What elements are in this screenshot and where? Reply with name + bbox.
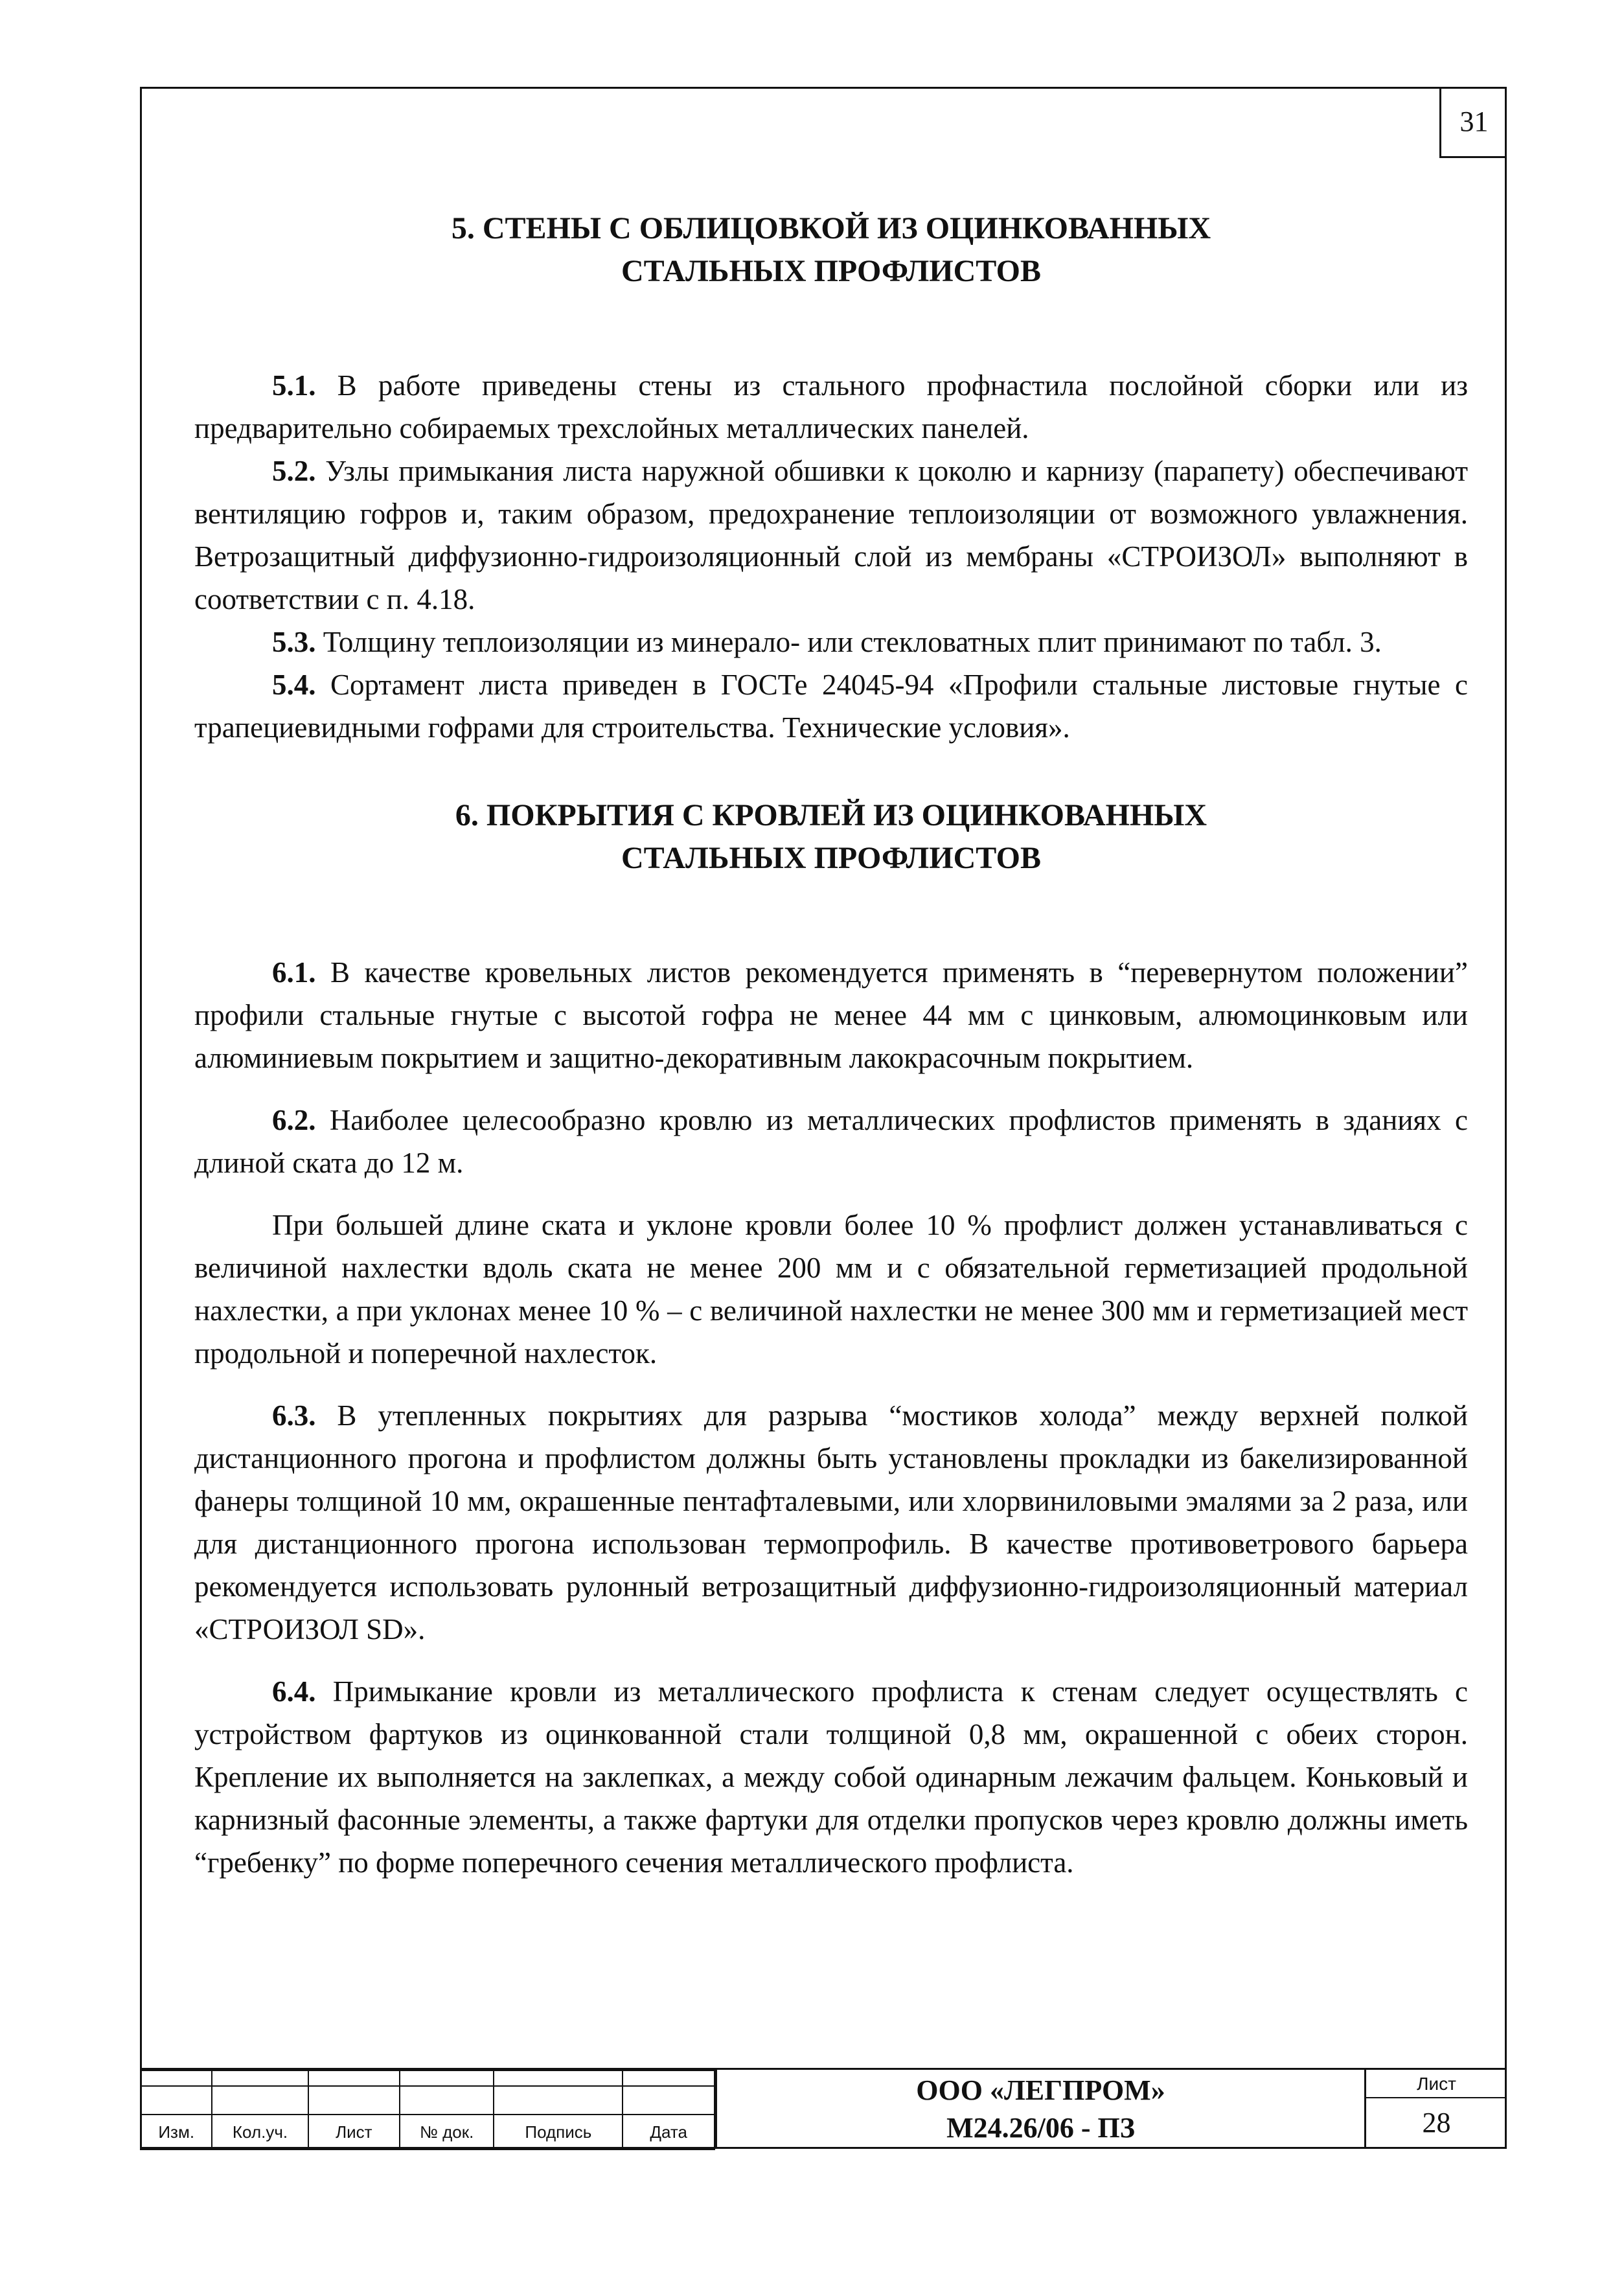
section-5-title [194, 207, 1468, 293]
section-6-items [194, 951, 1468, 1884]
section-6-title-line-2: СТАЛЬНЫХ ПРОФЛИСТОВ [621, 841, 1041, 875]
sheet-cell [1366, 2070, 1507, 2149]
col-list: Лист [308, 2115, 400, 2150]
title-block [140, 2068, 1507, 2149]
section-5-title-line-2: СТАЛЬНЫХ ПРОФЛИСТОВ [621, 254, 1041, 288]
paragraph-6-4: 6.4. Примыкание кровли из металлического профлиста к стенам следует осуществлять с устройством фартуков из оцинкованной стали толщиной 0,8 мм, окрашенной с обеих сторон. Крепление их выполняется на заклепках, а между собой одинарным лежачим фальцем. Коньковый и карнизный фасонные элементы, а также фартуки для отделки пропусков через кровлю должны иметь “гребенку” по форме поперечного сечения металлического профлиста. [194, 1675, 1468, 1879]
paragraph-6-2-continued: При большей длине ската и уклоне кровли более 10 % профлист должен устанавливаться с величиной нахлестки вдоль ската не менее 200 мм и с обязательной герметизацией продольной нахлестки, а при уклонах менее 10 % – с величиной нахлестки не менее 300 мм и герметизацией мест продольной и поперечной нахлесток. [194, 1209, 1468, 1370]
paragraph-5-3: 5.3. Толщину теплоизоляции из минерало- или стекловатных плит принимают по табл. 3. [272, 626, 1382, 658]
col-doc-no: № док. [400, 2115, 494, 2150]
company-name: ООО «ЛЕГПРОМ» [916, 2074, 1165, 2106]
section-6-title-line-1: 6. ПОКРЫТИЯ С КРОВЛЕЙ ИЗ ОЦИНКОВАННЫХ [455, 798, 1207, 832]
col-izm: Изм. [141, 2115, 212, 2150]
col-date: Дата [623, 2115, 715, 2150]
document-body [194, 194, 1468, 1884]
stamp-title [715, 2070, 1366, 2149]
document-code: М24.26/06 - ПЗ [946, 2112, 1135, 2144]
section-6-title [194, 794, 1468, 880]
sheet-label: Лист [1366, 2070, 1507, 2098]
sheet-number: 28 [1422, 2107, 1451, 2138]
col-signature: Подпись [494, 2115, 623, 2150]
revision-table [140, 2070, 715, 2150]
paragraph-5-2: 5.2. Узлы примыкания листа наружной обшивки к цоколю и карнизу (парапету) обеспечивают вентиляцию гофров и, таким образом, предохранение теплоизоляции от возможного увлажнения. Ветрозащитный диффузионно-гидроизоляционный слой из мембраны «СТРОИЗОЛ» выполняют в соответствии с п. 4.18. [194, 455, 1468, 615]
paragraph-5-1: 5.1. В работе приведены стены из стального профнастила послойной сборки или из предварительно собираемых трехслойных металлических панелей. [194, 369, 1468, 444]
paragraph-6-1: 6.1. В качестве кровельных листов рекомендуется применять в “перевернутом положении” профили стальные гнутые с высотой гофра не менее 44 мм с цинковым, алюмоцинковым или алюминиевым покрытием и защитно-декоративным лакокрасочным покрытием. [194, 956, 1468, 1074]
paragraph-6-3: 6.3. В утепленных покрытиях для разрыва “мостиков холода” между верхней полкой дистанционного прогона и профлистом должны быть установлены прокладки из бакелизированной фанеры толщиной 10 мм, окрашенные пентафталевыми, или хлорвиниловыми эмалями за 2 раза, или для дистанционного прогона использован термопрофиль. В качестве противоветрового барьера рекомендуется использовать рулонный ветрозащитный диффузионно-гидроизоляционный материал «СТРОИЗОЛ SD». [194, 1399, 1468, 1645]
section-5-title-line-1: 5. СТЕНЫ С ОБЛИЦОВКОЙ ИЗ ОЦИНКОВАННЫХ [451, 211, 1211, 246]
paragraph-5-4: 5.4. Сортамент листа приведен в ГОСТе 24045-94 «Профили стальные листовые гнутые с трапециевидными гофрами для строительства. Технические условия». [194, 669, 1468, 744]
section-5-items [194, 364, 1468, 749]
paragraph-6-2: 6.2. Наиболее целесообразно кровлю из металлических профлистов применять в зданиях с длиной ската до 12 м. [194, 1104, 1468, 1179]
col-kol-uch: Кол.уч. [212, 2115, 308, 2150]
top-page-number: 31 [1439, 87, 1507, 158]
